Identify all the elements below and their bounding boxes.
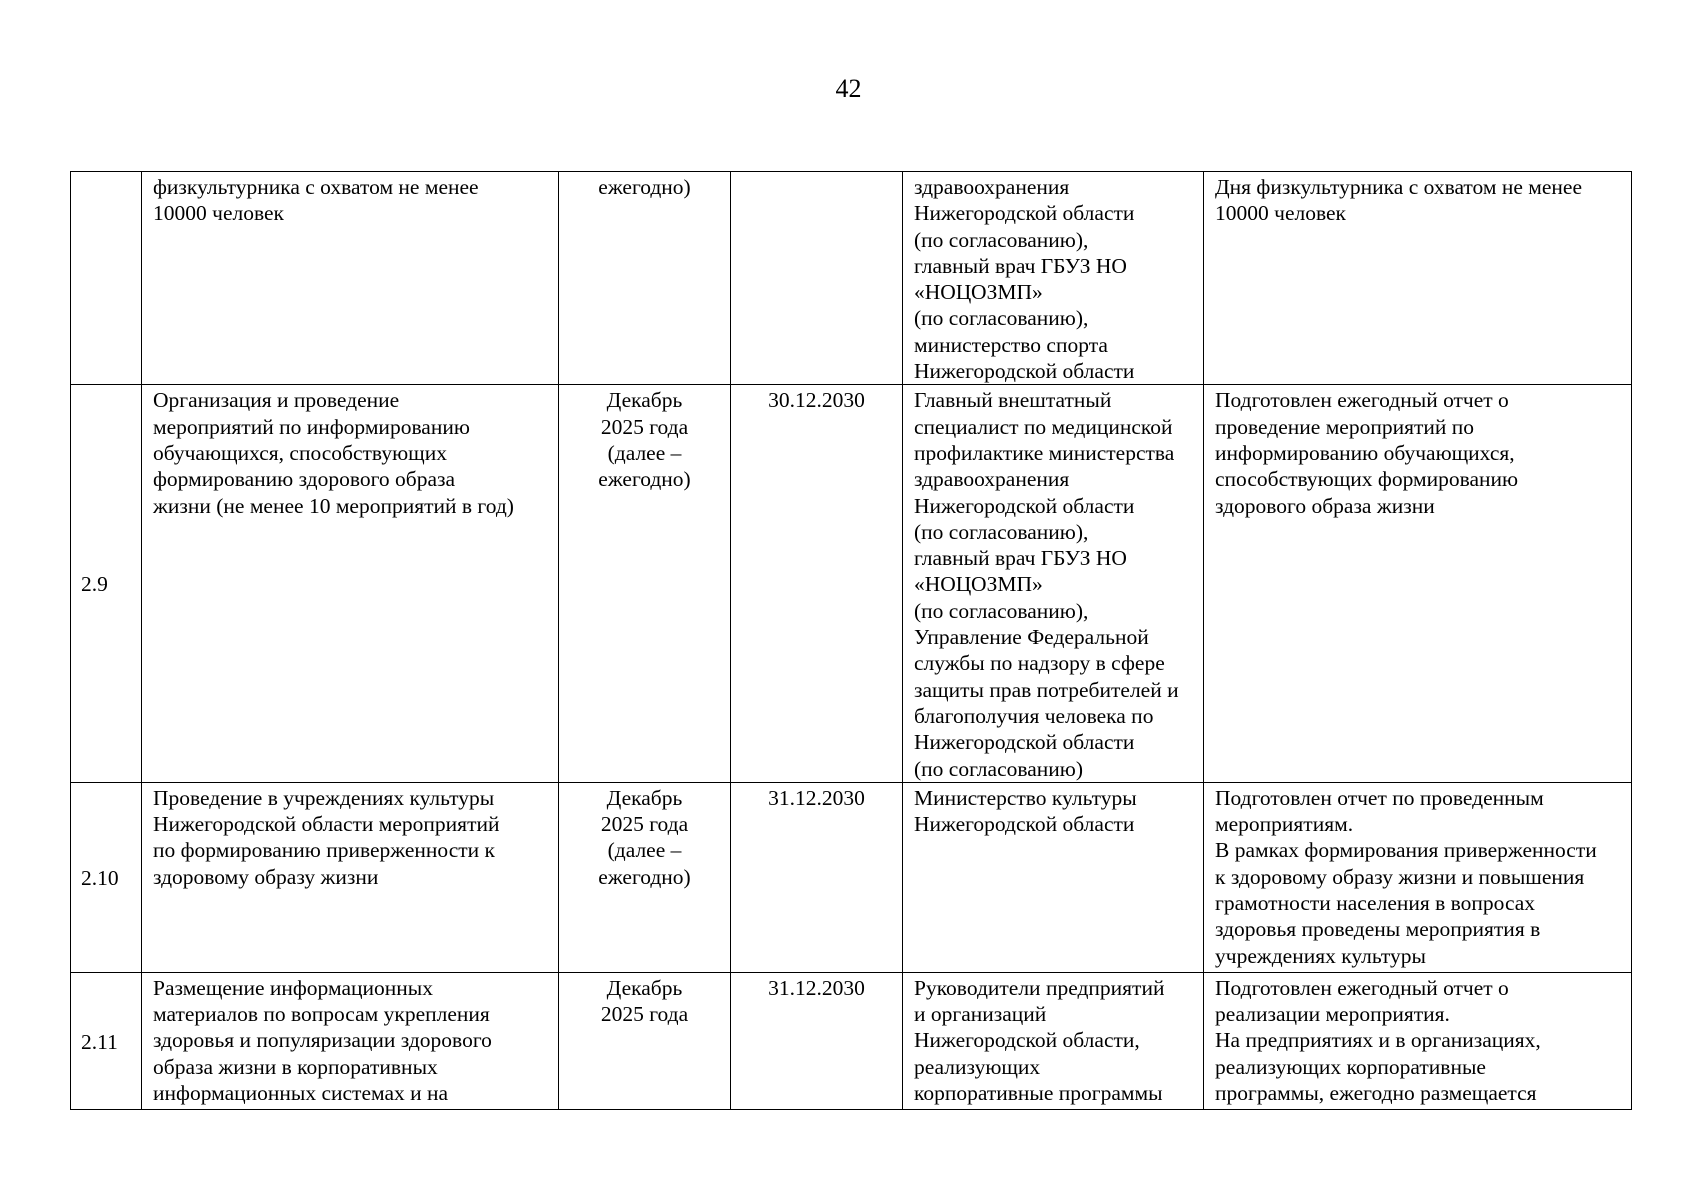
cell-line: (по согласованию), — [914, 519, 1089, 544]
cell-line: 10000 человек — [153, 201, 284, 226]
cell-line: Подготовлен отчет по проведенным — [1215, 785, 1544, 810]
cell-line: грамотности населения в вопросах — [1215, 891, 1536, 916]
cell-line: образа жизни в корпоративных — [153, 1054, 438, 1079]
cell-line: «НОЦОЗМП» — [914, 572, 1043, 597]
row-number: 2.9 — [71, 385, 142, 782]
cell-line: Нижегородской области, — [914, 1028, 1140, 1053]
cell-line: (далее – — [607, 440, 682, 465]
cell-line: 2025 года — [600, 414, 689, 439]
cell-line: На предприятиях и в организациях, — [1215, 1028, 1541, 1053]
table-row — [71, 172, 1632, 385]
start-date-cell — [559, 172, 731, 385]
cell-line: министерство спорта — [914, 332, 1108, 357]
row-number — [71, 172, 142, 385]
cell-line: (по согласованию), — [914, 598, 1089, 623]
cell-line: обучающихся, способствующих — [153, 440, 447, 465]
cell-line: мероприятиям. — [1215, 812, 1354, 837]
cell-line: Декабрь — [606, 388, 683, 413]
cell-line: реализующих — [914, 1054, 1041, 1079]
cell-line: ежегодно) — [598, 175, 691, 199]
cell-line: учреждениях культуры — [1215, 943, 1426, 968]
result-cell — [1204, 385, 1632, 782]
cell-line: реализации мероприятия. — [1215, 1002, 1450, 1027]
event-cell — [142, 972, 559, 1109]
responsible-cell — [903, 782, 1204, 972]
cell-line: Декабрь — [606, 785, 683, 810]
result-cell — [1204, 172, 1632, 385]
cell-line: к здоровому образу жизни и повышения — [1215, 864, 1585, 889]
cell-line: формированию здорового образа — [153, 467, 456, 492]
cell-line: главный врач ГБУЗ НО — [914, 253, 1127, 278]
cell-line: информационных системах и на — [153, 1081, 449, 1106]
cell-line: благополучия человека по — [914, 703, 1154, 728]
event-cell — [142, 172, 559, 385]
cell-line: Министерство культуры — [914, 785, 1137, 810]
responsible-cell — [903, 972, 1204, 1109]
cell-line: здравоохранения — [914, 175, 1070, 199]
cell-line: Нижегородской области — [914, 493, 1135, 518]
cell-line: специалист по медицинской — [914, 414, 1173, 439]
cell-line: Нижегородской области — [914, 812, 1135, 837]
event-cell — [142, 385, 559, 782]
end-date-cell: 31.12.2030 — [731, 972, 903, 1109]
table-row — [71, 972, 1632, 1109]
cell-line: материалов по вопросам укрепления — [153, 1002, 490, 1027]
cell-line: Дня физкультурника с охватом не менее — [1215, 175, 1583, 199]
start-date-cell — [559, 782, 731, 972]
cell-line: Нижегородской области — [914, 730, 1135, 755]
cell-line: программы, ежегодно размещается — [1215, 1081, 1537, 1106]
end-date-cell — [731, 172, 903, 385]
cell-line: ежегодно) — [598, 864, 691, 889]
cell-line: 2025 года — [600, 812, 689, 837]
cell-line: (далее – — [607, 838, 682, 863]
end-date-cell: 31.12.2030 — [731, 782, 903, 972]
cell-line: службы по надзору в сфере — [914, 651, 1165, 676]
cell-line: здоровому образу жизни — [153, 864, 379, 889]
cell-line: В рамках формирования приверженности — [1215, 838, 1597, 863]
row-number: 2.11 — [71, 972, 142, 1109]
cell-line: физкультурника с охватом не менее — [153, 175, 479, 199]
cell-line: Подготовлен ежегодный отчет о — [1215, 975, 1509, 1000]
cell-line: (по согласованию), — [914, 306, 1089, 331]
cell-line: здорового образа жизни — [1215, 493, 1435, 518]
result-cell — [1204, 782, 1632, 972]
cell-line: Нижегородской области — [914, 201, 1135, 226]
responsible-cell — [903, 172, 1204, 385]
page-number: 42 — [835, 74, 862, 103]
cell-line: способствующих формированию — [1215, 467, 1519, 492]
cell-line: здравоохранения — [914, 467, 1070, 492]
cell-line: Главный внештатный — [914, 388, 1112, 413]
table-row — [71, 782, 1632, 972]
cell-line: Управление Федеральной — [914, 625, 1149, 650]
cell-line: корпоративные программы — [914, 1081, 1163, 1106]
cell-line: 10000 человек — [1215, 201, 1346, 226]
cell-line: мероприятий по информированию — [153, 414, 470, 439]
cell-line: (по согласованию) — [914, 756, 1084, 781]
cell-line: профилактике министерства — [914, 440, 1175, 465]
cell-line: по формированию приверженности к — [153, 838, 495, 863]
start-date-cell — [559, 385, 731, 782]
cell-line: главный врач ГБУЗ НО — [914, 546, 1127, 571]
cell-line: и организаций — [914, 1002, 1047, 1027]
cell-line: Подготовлен ежегодный отчет о — [1215, 388, 1509, 413]
cell-line: 2025 года — [600, 1002, 689, 1027]
cell-line: здоровья и популяризации здорового — [153, 1028, 492, 1053]
cell-line: Проведение в учреждениях культуры — [153, 785, 495, 810]
cell-line: жизни (не менее 10 мероприятий в год) — [153, 493, 514, 518]
cell-line: Размещение информационных — [153, 975, 433, 1000]
cell-line: «НОЦОЗМП» — [914, 280, 1043, 305]
events-table — [70, 171, 1632, 1110]
row-number: 2.10 — [71, 782, 142, 972]
cell-line: проведение мероприятий по — [1215, 414, 1475, 439]
cell-line: здоровья проведены мероприятия в — [1215, 917, 1541, 942]
cell-line: реализующих корпоративные — [1215, 1054, 1486, 1079]
cell-line: Организация и проведение — [153, 388, 400, 413]
cell-line: Руководители предприятий — [914, 975, 1165, 1000]
cell-line: защиты прав потребителей и — [914, 677, 1179, 702]
cell-line: (по согласованию), — [914, 227, 1089, 252]
cell-line: Декабрь — [606, 975, 683, 1000]
cell-line: информированию обучающихся, — [1215, 440, 1515, 465]
cell-line: ежегодно) — [598, 467, 691, 492]
table-row — [71, 385, 1632, 782]
responsible-cell — [903, 385, 1204, 782]
result-cell — [1204, 972, 1632, 1109]
cell-line: Нижегородской области мероприятий — [153, 812, 500, 837]
start-date-cell — [559, 972, 731, 1109]
cell-line: Нижегородской области — [914, 359, 1135, 384]
end-date-cell: 30.12.2030 — [731, 385, 903, 782]
event-cell — [142, 782, 559, 972]
